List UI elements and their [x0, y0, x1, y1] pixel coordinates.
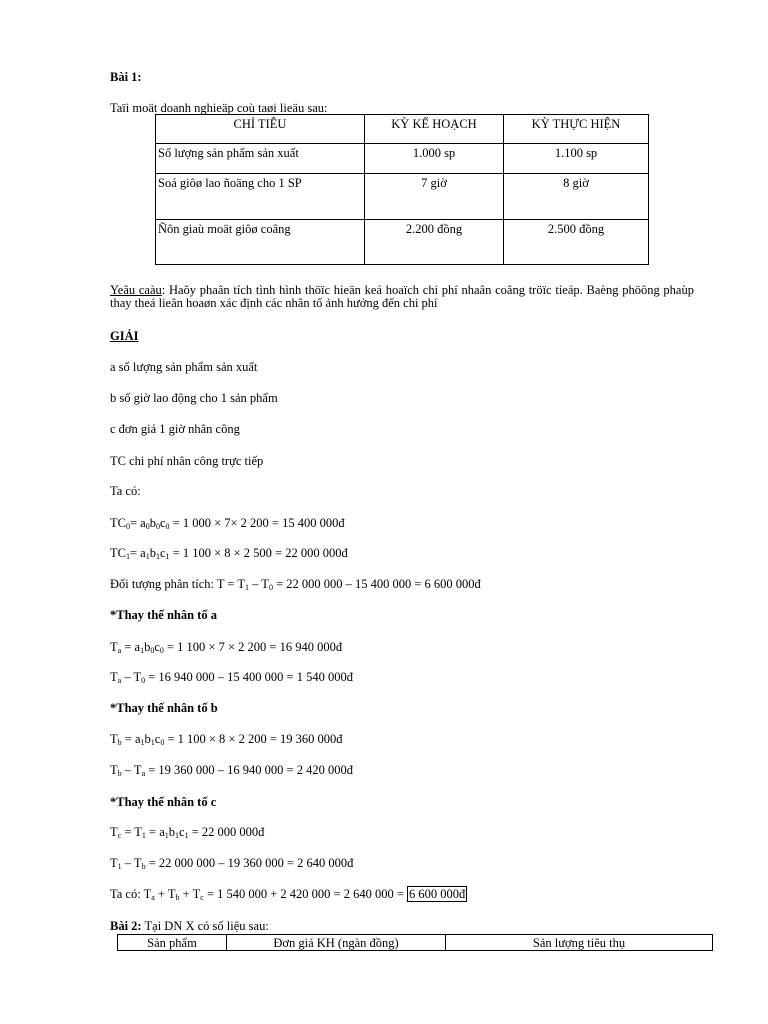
- table-header-cell: CHỈ TIÊU: [156, 115, 365, 144]
- bai1-title: Bài 1:: [110, 70, 142, 84]
- table-header-row: [156, 115, 649, 144]
- definition-c: c đơn giá 1 giờ nhân công: [110, 422, 240, 436]
- tc1-equation: $TC_1= a_1b_1c_1 = 1$ 100 × 8 × 2 500 = 22 000 000đ: [110, 546, 348, 561]
- table-cell: 1.000 sp: [365, 144, 504, 174]
- table-row: [156, 174, 649, 220]
- tb-equation: $T_b = a_1b_1c_0 = 1$ 100 × 8 × 2 200 = 19 360 000đ: [110, 732, 343, 747]
- requirement-paragraph: [110, 284, 694, 310]
- table-header-row: [118, 935, 713, 951]
- table-cell: 2.200 đồng: [365, 220, 504, 265]
- tb-diff-equation: $T_b - T_a = 19$ 360 000 – 16 940 000 = 2 420 000đ: [110, 763, 353, 778]
- solution-heading: GIẢI: [110, 329, 139, 343]
- table-header-cell: Sản phẩm: [118, 935, 227, 951]
- definition-b: b số giờ lao động cho 1 sản phẩm: [110, 391, 278, 405]
- ta-diff-equation: $T_a - T_0 = 16$ 940 000 – 15 400 000 = 1 540 000đ: [110, 670, 353, 685]
- table-header-cell: KỲ KẾ HOẠCH: [365, 115, 504, 144]
- bai2-intro: Tại DN X có số liệu sau:: [141, 919, 269, 933]
- table-row: [156, 220, 649, 265]
- bai1-intro: Taïi moät doanh nghieäp coù taøi lieäu sau:: [110, 101, 328, 115]
- final-result-box: 6 600 000đ: [409, 887, 466, 901]
- bai2-title: Bài 2:: [110, 919, 142, 933]
- table-cell: Ñôn giaù moät giôø coâng: [156, 220, 365, 265]
- bai2-line: [110, 919, 269, 933]
- table-header-cell: Đơn giá KH (ngàn đồng): [227, 935, 446, 951]
- substitute-a-heading: *Thay thế nhân tố a: [110, 608, 217, 622]
- table-cell: 2.500 đồng: [504, 220, 649, 265]
- table-row: [156, 144, 649, 174]
- table-cell: Soá giôø lao ñoäng cho 1 SP: [156, 174, 365, 220]
- analysis-object: Đối tượng phân tích: $T = T_1 - T_0 = 22$ 000 000 – 15 400 000 = 6 600 000đ: [110, 577, 481, 592]
- ta-equation: $T_a = a_1b_0c_0 = 1$ 100 × 7 × 2 200 = 16 940 000đ: [110, 640, 343, 655]
- table-cell: 7 giờ: [365, 174, 504, 220]
- tc0-equation: $TC_0= a_0b_0c_0 = 1$ 000 × 7× 2 200 = 15 400 000đ: [110, 516, 345, 531]
- definition-tc: TC chi phí nhân công trực tiếp: [110, 454, 264, 468]
- plan-actual-table: [155, 114, 649, 265]
- bai2-table: [117, 934, 713, 951]
- requirement-text: : Haõy phaân tích tình hình thöïc hieän keá hoaïch chi phí nhaân coâng tröïc tieáp. Baèng phöông phaùp thay theá lieân hoaøn xác định các nhân tố ảnh hưởng đến chi phí: [110, 283, 694, 310]
- ta-co-label: Ta có:: [110, 484, 141, 498]
- table-cell: 8 giờ: [504, 174, 649, 220]
- table-cell: 1.100 sp: [504, 144, 649, 174]
- definition-a: a số lượng sản phẩm sản xuất: [110, 360, 258, 374]
- table-cell: Số lượng sản phẩm sản xuất: [156, 144, 365, 174]
- table-header-cell: Sản lượng tiêu thụ: [446, 935, 713, 951]
- tc-equation: $T_c = T_1 = a_1b_1c_1 = 22$ 000 000đ: [110, 825, 265, 840]
- requirement-label: Yeâu caàu: [110, 283, 162, 297]
- sum-equation: Ta có: $T_a + T_b + T_c = 1$ 540 000 + 2 420 000 = 2 640 000 = 6 600 000đ: [110, 887, 466, 902]
- substitute-b-heading: *Thay thế nhân tố b: [110, 701, 218, 715]
- table-header-cell: KỲ THỰC HIỆN: [504, 115, 649, 144]
- substitute-c-heading: *Thay thế nhân tố c: [110, 795, 217, 809]
- tc-diff-equation: $T_1 - T_b = 22$ 000 000 – 19 360 000 = 2 640 000đ: [110, 856, 354, 871]
